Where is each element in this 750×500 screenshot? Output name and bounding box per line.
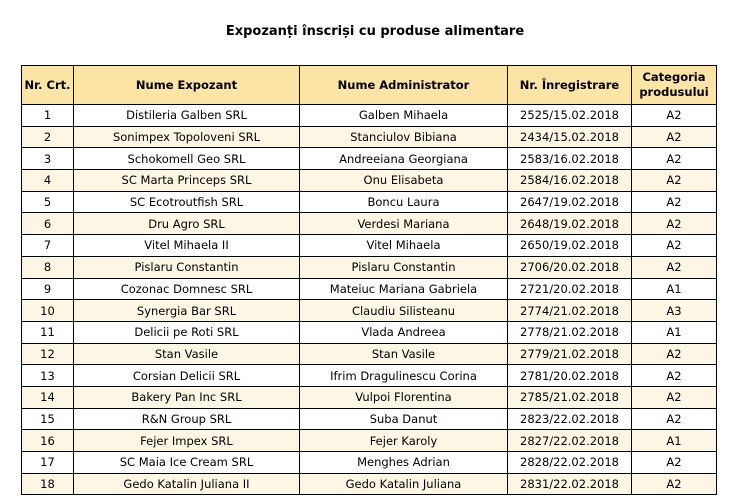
cell-administrator: Pislaru Constantin — [300, 256, 508, 278]
table-row — [22, 105, 717, 127]
cell-expozant: R&N Group SRL — [74, 408, 300, 430]
table-row — [22, 473, 717, 495]
cell-administrator: Suba Danut — [300, 408, 508, 430]
cell-nr: 11 — [22, 321, 74, 343]
cell-inregistrare: 2774/21.02.2018 — [508, 300, 632, 322]
cell-administrator: Vitel Mihaela — [300, 235, 508, 257]
cell-administrator: Claudiu Silisteanu — [300, 300, 508, 322]
cell-nr: 14 — [22, 386, 74, 408]
table-row — [22, 148, 717, 170]
cell-categoria: A2 — [632, 256, 717, 278]
cell-inregistrare: 2647/19.02.2018 — [508, 191, 632, 213]
cell-expozant: Stan Vasile — [74, 343, 300, 365]
cell-categoria: A2 — [632, 386, 717, 408]
header-administrator: Nume Administrator — [300, 66, 508, 105]
cell-nr: 9 — [22, 278, 74, 300]
cell-administrator: Andreeiana Georgiana — [300, 148, 508, 170]
document-title: Expozanți înscriși cu produse alimentare — [225, 24, 525, 39]
cell-administrator: Stanciulov Bibiana — [300, 126, 508, 148]
cell-administrator: Verdesi Mariana — [300, 213, 508, 235]
table-row — [22, 213, 717, 235]
cell-inregistrare: 2584/16.02.2018 — [508, 170, 632, 192]
cell-inregistrare: 2583/16.02.2018 — [508, 148, 632, 170]
header-row — [22, 66, 717, 105]
table-header — [22, 66, 717, 105]
cell-nr: 1 — [22, 105, 74, 127]
cell-categoria: A2 — [632, 170, 717, 192]
table-row — [22, 235, 717, 257]
table-row — [22, 408, 717, 430]
cell-expozant: Corsian Delicii SRL — [74, 365, 300, 387]
cell-nr: 18 — [22, 473, 74, 495]
cell-inregistrare: 2778/21.02.2018 — [508, 321, 632, 343]
cell-administrator: Fejer Karoly — [300, 430, 508, 452]
table-row — [22, 430, 717, 452]
header-categoria-line2: produsului — [639, 85, 709, 99]
header-inregistrare: Nr. Înregistrare — [508, 66, 632, 105]
cell-categoria: A3 — [632, 300, 717, 322]
cell-administrator: Ifrim Dragulinescu Corina — [300, 365, 508, 387]
cell-inregistrare: 2706/20.02.2018 — [508, 256, 632, 278]
cell-categoria: A2 — [632, 408, 717, 430]
cell-inregistrare: 2831/22.02.2018 — [508, 473, 632, 495]
cell-expozant: Synergia Bar SRL — [74, 300, 300, 322]
table-row — [22, 386, 717, 408]
cell-categoria: A2 — [632, 365, 717, 387]
cell-administrator: Boncu Laura — [300, 191, 508, 213]
cell-nr: 16 — [22, 430, 74, 452]
cell-nr: 2 — [22, 126, 74, 148]
table-row — [22, 191, 717, 213]
cell-categoria: A2 — [632, 191, 717, 213]
cell-expozant: Gedo Katalin Juliana II — [74, 473, 300, 495]
cell-inregistrare: 2781/20.02.2018 — [508, 365, 632, 387]
cell-expozant: SC Ecotroutfish SRL — [74, 191, 300, 213]
exhibitors-table-container — [21, 65, 716, 495]
cell-expozant: SC Maia Ice Cream SRL — [74, 452, 300, 474]
cell-nr: 7 — [22, 235, 74, 257]
cell-administrator: Vulpoi Florentina — [300, 386, 508, 408]
cell-administrator: Stan Vasile — [300, 343, 508, 365]
cell-nr: 12 — [22, 343, 74, 365]
cell-inregistrare: 2721/20.02.2018 — [508, 278, 632, 300]
cell-nr: 4 — [22, 170, 74, 192]
cell-expozant: Vitel Mihaela II — [74, 235, 300, 257]
cell-expozant: Cozonac Domnesc SRL — [74, 278, 300, 300]
cell-inregistrare: 2525/15.02.2018 — [508, 105, 632, 127]
cell-inregistrare: 2650/19.02.2018 — [508, 235, 632, 257]
table-row — [22, 256, 717, 278]
cell-administrator: Galben Mihaela — [300, 105, 508, 127]
table-row — [22, 170, 717, 192]
cell-categoria: A2 — [632, 126, 717, 148]
cell-expozant: Sonimpex Topoloveni SRL — [74, 126, 300, 148]
cell-administrator: Onu Elisabeta — [300, 170, 508, 192]
cell-expozant: SC Marta Princeps SRL — [74, 170, 300, 192]
cell-expozant: Pislaru Constantin — [74, 256, 300, 278]
cell-nr: 3 — [22, 148, 74, 170]
cell-administrator: Mateiuc Mariana Gabriela — [300, 278, 508, 300]
exhibitors-table — [21, 65, 717, 495]
cell-categoria: A2 — [632, 452, 717, 474]
cell-inregistrare: 2827/22.02.2018 — [508, 430, 632, 452]
cell-inregistrare: 2785/21.02.2018 — [508, 386, 632, 408]
cell-nr: 17 — [22, 452, 74, 474]
cell-categoria: A2 — [632, 105, 717, 127]
cell-categoria: A2 — [632, 235, 717, 257]
cell-nr: 6 — [22, 213, 74, 235]
header-categoria — [632, 66, 717, 105]
cell-expozant: Dru Agro SRL — [74, 213, 300, 235]
cell-categoria: A1 — [632, 278, 717, 300]
cell-categoria: A2 — [632, 213, 717, 235]
cell-expozant: Distileria Galben SRL — [74, 105, 300, 127]
cell-inregistrare: 2823/22.02.2018 — [508, 408, 632, 430]
table-row — [22, 365, 717, 387]
cell-inregistrare: 2648/19.02.2018 — [508, 213, 632, 235]
table-row — [22, 343, 717, 365]
cell-expozant: Fejer Impex SRL — [74, 430, 300, 452]
cell-inregistrare: 2828/22.02.2018 — [508, 452, 632, 474]
header-expozant: Nume Expozant — [74, 66, 300, 105]
cell-nr: 15 — [22, 408, 74, 430]
table-row — [22, 278, 717, 300]
table-body — [22, 105, 717, 495]
cell-administrator: Menghes Adrian — [300, 452, 508, 474]
cell-categoria: A1 — [632, 430, 717, 452]
cell-nr: 10 — [22, 300, 74, 322]
cell-expozant: Bakery Pan Inc SRL — [74, 386, 300, 408]
cell-nr: 5 — [22, 191, 74, 213]
cell-categoria: A2 — [632, 343, 717, 365]
header-categoria-line1: Categoria — [642, 70, 706, 84]
cell-nr: 8 — [22, 256, 74, 278]
header-nr: Nr. Crt. — [22, 66, 74, 105]
cell-nr: 13 — [22, 365, 74, 387]
table-row — [22, 452, 717, 474]
cell-categoria: A2 — [632, 473, 717, 495]
cell-categoria: A2 — [632, 148, 717, 170]
cell-expozant: Schokomell Geo SRL — [74, 148, 300, 170]
cell-administrator: Vlada Andreea — [300, 321, 508, 343]
cell-expozant: Delicii pe Roti SRL — [74, 321, 300, 343]
table-row — [22, 126, 717, 148]
cell-categoria: A1 — [632, 321, 717, 343]
cell-inregistrare: 2779/21.02.2018 — [508, 343, 632, 365]
cell-inregistrare: 2434/15.02.2018 — [508, 126, 632, 148]
table-row — [22, 300, 717, 322]
cell-administrator: Gedo Katalin Juliana — [300, 473, 508, 495]
table-row — [22, 321, 717, 343]
